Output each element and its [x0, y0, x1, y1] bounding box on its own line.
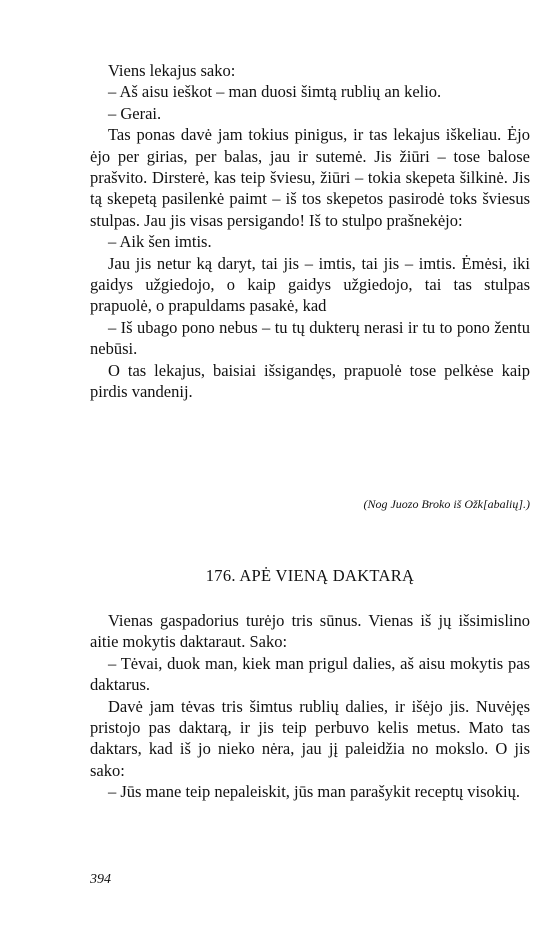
- paragraph: Davė jam tėvas tris šimtus rublių dalies, ir išėjo jis. Nuvėjęs pristojo pas daktarą, ir jis teip perbuvo kelis metus. Mato tas daktars, kad iš jo nieko nėra, jau jį paleidžia no mokslo. O jis sako:: [90, 696, 530, 780]
- story-176-text: [90, 610, 530, 803]
- story-ending-text: [90, 60, 530, 403]
- page-number: 394: [90, 872, 111, 887]
- paragraph: Jau jis netur ką daryt, tai jis – imtis, tai jis – imtis. Ėmėsi, iki gaidys užgiedojo, o kaip gaidys užgiedojo, tai tas stulpas prapuolė, o prapuldams pasakė, kad: [90, 253, 530, 316]
- dialogue-line: – Iš ubago pono nebus – tu tų dukterų nerasi ir tu to pono žentu nebūsi.: [90, 317, 530, 359]
- story-heading: 176. APĖ VIENĄ DAKTARĄ: [205, 566, 415, 585]
- paragraph: Vienas gaspadorius turėjo tris sūnus. Vienas iš jų išsimislino aitie mokytis daktaraut. Sako:: [90, 611, 530, 652]
- dialogue-line: – Aš aisu ieškot – man duosi šimtą rublių an kelio.: [108, 82, 442, 102]
- dialogue-line: – Jūs mane teip nepaleiskit, jūs man parašykit receptų visokių.: [108, 782, 520, 802]
- source-attribution: (Nog Juozo Broko iš Ožk[abalių].): [363, 497, 530, 511]
- dialogue-line: – Gerai.: [108, 103, 162, 123]
- dialogue-line: – Aik šen imtis.: [108, 232, 212, 252]
- dialogue-line: – Tėvai, duok man, kiek man prigul dalies, aš aisu mokytis pas daktarus.: [90, 653, 530, 695]
- paragraph: Viens lekajus sako:: [108, 61, 236, 80]
- paragraph: O tas lekajus, baisiai išsigandęs, prapuolė tose pelkėse kaip pirdis vandenij.: [90, 360, 530, 402]
- paragraph: Tas ponas davė jam tokius pinigus, ir tas lekajus iškeliau. Ėjo ėjo per girias, per balas, jau ir sutemė. Jis žiūri – tose balose prašvito. Dirsterė, kas teip šviesu, žiūri – tokia skepeta šilkinė. Jis tą skepetą pasilenkė paimt – iš tos skepetos pasirodė toks šviesus stulpas. Jau jis visas persigando! Iš to stulpo prašnekėjo:: [90, 125, 530, 230]
